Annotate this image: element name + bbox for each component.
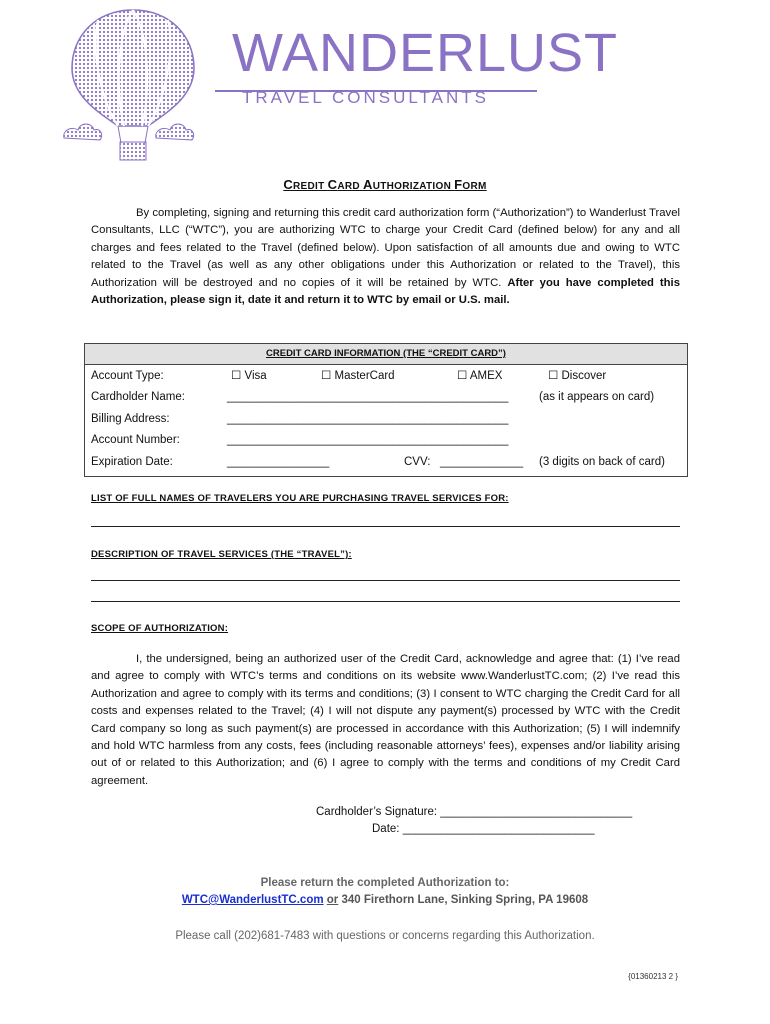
account-number-row: [85, 431, 687, 449]
cardholder-note: (as it appears on card): [539, 391, 655, 403]
date-label: Date:: [372, 823, 400, 835]
expiration-field[interactable]: ________________: [227, 456, 330, 468]
cvv-label: CVV:: [404, 456, 431, 468]
expiration-row: [85, 453, 687, 471]
cardholder-field[interactable]: ____________________________________________: [227, 391, 509, 403]
phone-note: Please call (202)681-7483 with questions or concerns regarding this Authorization.: [175, 930, 595, 942]
billing-row: [85, 410, 687, 428]
discover-checkbox[interactable]: ☐ Discover: [548, 370, 607, 382]
account-type-label: Account Type:: [91, 370, 164, 382]
email-link[interactable]: WTC@WanderlustTC.com: [181, 894, 324, 906]
intro-instruction: After you have completed this Authorization, please sign it, date it and return it to WTC by email or U.S. mail.: [91, 276, 680, 307]
signature-label: Cardholder’s Signature:: [316, 806, 438, 818]
form-title: CREDIT CARD AUTHORIZATION FORM: [283, 177, 487, 192]
visa-checkbox[interactable]: ☐ Visa: [231, 370, 267, 382]
document-id: {01360213 2 }: [628, 972, 678, 981]
credit-card-table: [84, 343, 688, 477]
account-number-label: Account Number:: [91, 434, 180, 446]
return-heading: Please return the completed Authorization to:: [260, 877, 510, 889]
credit-card-table-header: CREDIT CARD INFORMATION (THE “CREDIT CARD”): [85, 344, 687, 365]
description-line-2[interactable]: [91, 601, 680, 602]
cardholder-row: [85, 388, 687, 406]
or-text: or: [326, 894, 339, 906]
description-line-1[interactable]: [91, 580, 680, 581]
cvv-note: (3 digits on back of card): [539, 456, 665, 468]
brand-subtitle: TRAVEL CONSULTANTS: [242, 88, 490, 107]
expiration-label: Expiration Date:: [91, 456, 173, 468]
mastercard-checkbox[interactable]: ☐ MasterCard: [321, 370, 395, 382]
intro-paragraph: By completing, signing and returning this credit card authorization form (“Authorization”) to Wanderlust Travel Consultants, LLC (“WTC”), you are authorizing WTC to charge your Credit Card (defined below) for any and all charges and fees related to the Travel (defined below). Upon satisfaction of all amounts due and owing to WTC related to the Travel (as well as any other obligations under this Authorization or related to the Travel), this Authorization will be destroyed and no copies of it will be retained by WTC. After you have completed this Authorization, please sign it, date it and return it to WTC by email or U.S. mail.: [91, 207, 680, 307]
travelers-heading: LIST OF FULL NAMES OF TRAVELERS YOU ARE PURCHASING TRAVEL SERVICES FOR:: [91, 493, 509, 504]
date-row: [372, 823, 595, 835]
cvv-field[interactable]: _____________: [440, 456, 524, 468]
billing-address-label: Billing Address:: [91, 413, 170, 425]
signature-field[interactable]: ______________________________: [440, 806, 633, 818]
description-heading: DESCRIPTION OF TRAVEL SERVICES (THE “TRAVEL”):: [91, 549, 352, 560]
account-type-row: [85, 367, 687, 385]
travelers-line[interactable]: [91, 526, 680, 527]
cardholder-label: Cardholder Name:: [91, 391, 185, 403]
scope-heading: SCOPE OF AUTHORIZATION:: [91, 623, 229, 634]
billing-address-field[interactable]: ____________________________________________: [227, 413, 509, 425]
amex-checkbox[interactable]: ☐ AMEX: [457, 370, 503, 382]
scope-paragraph: I, the undersigned, being an authorized user of the Credit Card, acknowledge and agree that: (1) I’ve read and agree to comply with WTC’s terms and conditions on its website www.WanderlustTC.com; (2) I’ve read this Authorization and agree to comply with its terms and conditions; (3) I consent to WTC charging the Credit Card for all costs and expenses related to the Travel; (4) I will not dispute any payment(s) processed by WTC with the Credit Card company so long as such payment(s) are processed in accordance with this Authorization; (5) I will indemnify and hold WTC harmless from any costs, fees (including reasonable attorneys’ fees), expenses and/or liability arising out of or related to this Authorization; and (6) I agree to comply with the terms and conditions of my Credit Card agreement.: [91, 653, 680, 787]
mailing-address: 340 Firethorn Lane, Sinking Spring, PA 19608: [341, 894, 589, 906]
brand-name: WANDERLUST: [232, 23, 619, 83]
account-number-field[interactable]: ____________________________________________: [227, 434, 509, 446]
signature-row: [316, 806, 632, 818]
hot-air-balloon-logo: [58, 6, 208, 166]
return-address-line: [0, 894, 770, 906]
date-field[interactable]: ______________________________: [402, 823, 595, 835]
